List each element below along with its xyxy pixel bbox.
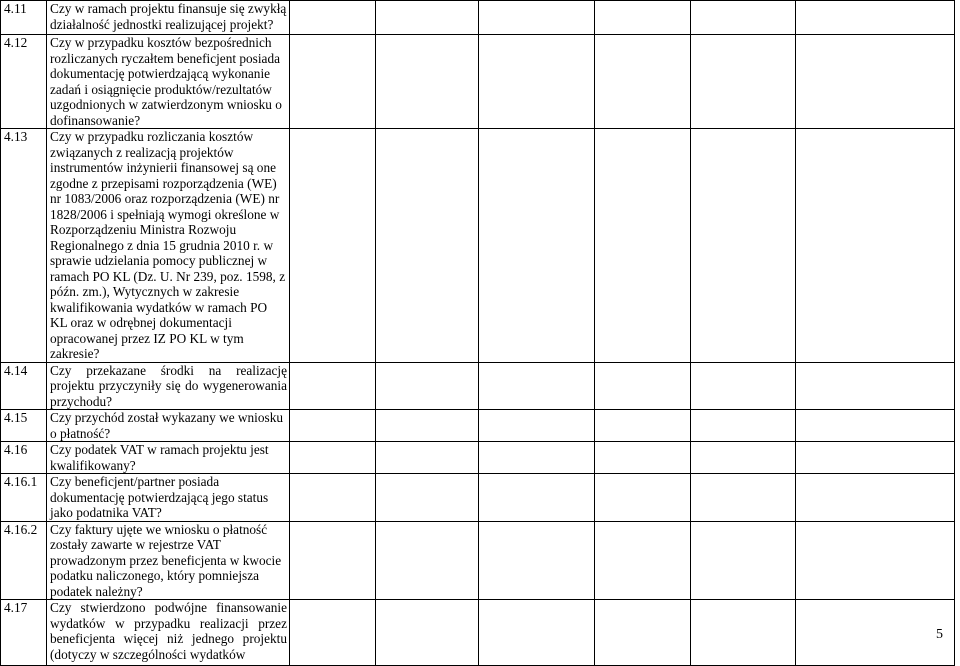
table-row [1, 521, 955, 600]
row-question: Czy stwierdzono podwójne finansowanie wydatków w przypadku realizacji przez beneficjenta więcej niż jednego projektu (dotyczy w szczególności wydatków [47, 600, 290, 666]
row-question: Czy beneficjent/partner posiada dokumentację potwierdzającą jego status jako podatnika VAT? [47, 474, 290, 522]
answer-cell [691, 521, 796, 600]
row-number: 4.16 [1, 442, 47, 474]
answer-cell [595, 362, 691, 410]
answer-cell [595, 600, 691, 666]
answer-cell [691, 362, 796, 410]
answer-cell [595, 521, 691, 600]
answer-cell [479, 442, 595, 474]
row-number: 4.11 [1, 1, 47, 35]
table-row [1, 600, 955, 666]
table-row [1, 1, 955, 35]
answer-cell [691, 442, 796, 474]
answer-cell [479, 129, 595, 363]
table-row [1, 129, 955, 363]
answer-cell [290, 521, 376, 600]
answer-cell [691, 410, 796, 442]
answer-cell [479, 1, 595, 35]
answer-cell [479, 521, 595, 600]
answer-cell [796, 600, 955, 666]
row-number: 4.16.2 [1, 521, 47, 600]
answer-cell [691, 35, 796, 129]
answer-cell [479, 362, 595, 410]
answer-cell [376, 600, 479, 666]
answer-cell [595, 1, 691, 35]
row-question: Czy w przypadku rozliczania kosztów związanych z realizacją projektów instrumentów inżynierii finansowej są one zgodne z przepisami rozporządzenia (WE) nr 1083/2006 oraz rozporządzenia (WE) nr 1828/2006 i spełniają wymogi określone w Rozporządzeniu Ministra Rozwoju Regionalnego z dnia 15 grudnia 2010 r. w sprawie udzielania pomocy publicznej w ramach PO KL (Dz. U. Nr 239, poz. 1598, z późn. zm.), Wytycznych w zakresie kwalifikowania wydatków w ramach PO KL oraz w odrębnej dokumentacji opracowanej przez IZ PO KL w tym zakresie? [47, 129, 290, 363]
row-question: Czy w przypadku kosztów bezpośrednich rozliczanych ryczałtem beneficjent posiada dokumentację potwierdzającą wykonanie zadań i osiągnięcie produktów/rezultatów uzgodnionych w zatwierdzonym wniosku o dofinansowanie? [47, 35, 290, 129]
answer-cell [595, 410, 691, 442]
answer-cell [479, 410, 595, 442]
row-number: 4.12 [1, 35, 47, 129]
answer-cell [376, 474, 479, 522]
answer-cell [595, 474, 691, 522]
answer-cell [376, 129, 479, 363]
answer-cell [796, 362, 955, 410]
page-number: 5 [936, 627, 943, 642]
answer-cell [290, 442, 376, 474]
answer-cell [796, 410, 955, 442]
answer-cell [290, 600, 376, 666]
row-question: Czy przychód został wykazany we wniosku o płatność? [47, 410, 290, 442]
row-number: 4.16.1 [1, 474, 47, 522]
row-number: 4.13 [1, 129, 47, 363]
answer-cell [290, 35, 376, 129]
table-row [1, 362, 955, 410]
answer-cell [691, 600, 796, 666]
answer-cell [691, 1, 796, 35]
answer-cell [691, 474, 796, 522]
answer-cell [796, 129, 955, 363]
answer-cell [796, 442, 955, 474]
answer-cell [595, 35, 691, 129]
answer-cell [290, 1, 376, 35]
answer-cell [290, 129, 376, 363]
table-row [1, 442, 955, 474]
answer-cell [290, 474, 376, 522]
row-number: 4.15 [1, 410, 47, 442]
answer-cell [479, 474, 595, 522]
answer-cell [479, 35, 595, 129]
row-number: 4.17 [1, 600, 47, 666]
answer-cell [376, 35, 479, 129]
row-number: 4.14 [1, 362, 47, 410]
answer-cell [376, 521, 479, 600]
answer-cell [796, 521, 955, 600]
answer-cell [796, 1, 955, 35]
answer-cell [796, 474, 955, 522]
row-question: Czy podatek VAT w ramach projektu jest kwalifikowany? [47, 442, 290, 474]
answer-cell [595, 129, 691, 363]
answer-cell [376, 442, 479, 474]
answer-cell [376, 362, 479, 410]
table-row [1, 35, 955, 129]
row-question: Czy przekazane środki na realizację projektu przyczyniły się do wygenerowania przychodu? [47, 362, 290, 410]
answer-cell [376, 1, 479, 35]
answer-cell [796, 35, 955, 129]
table-row [1, 410, 955, 442]
row-question: Czy w ramach projektu finansuje się zwykłą działalność jednostki realizującej projekt? [47, 1, 290, 35]
answer-cell [691, 129, 796, 363]
table-row [1, 474, 955, 522]
answer-cell [479, 600, 595, 666]
row-question: Czy faktury ujęte we wniosku o płatność zostały zawarte w rejestrze VAT prowadzonym przez beneficjenta w kwocie podatku naliczonego, który pomniejsza podatek należny? [47, 521, 290, 600]
answer-cell [290, 362, 376, 410]
answer-cell [290, 410, 376, 442]
answer-cell [595, 442, 691, 474]
answer-cell [376, 410, 479, 442]
